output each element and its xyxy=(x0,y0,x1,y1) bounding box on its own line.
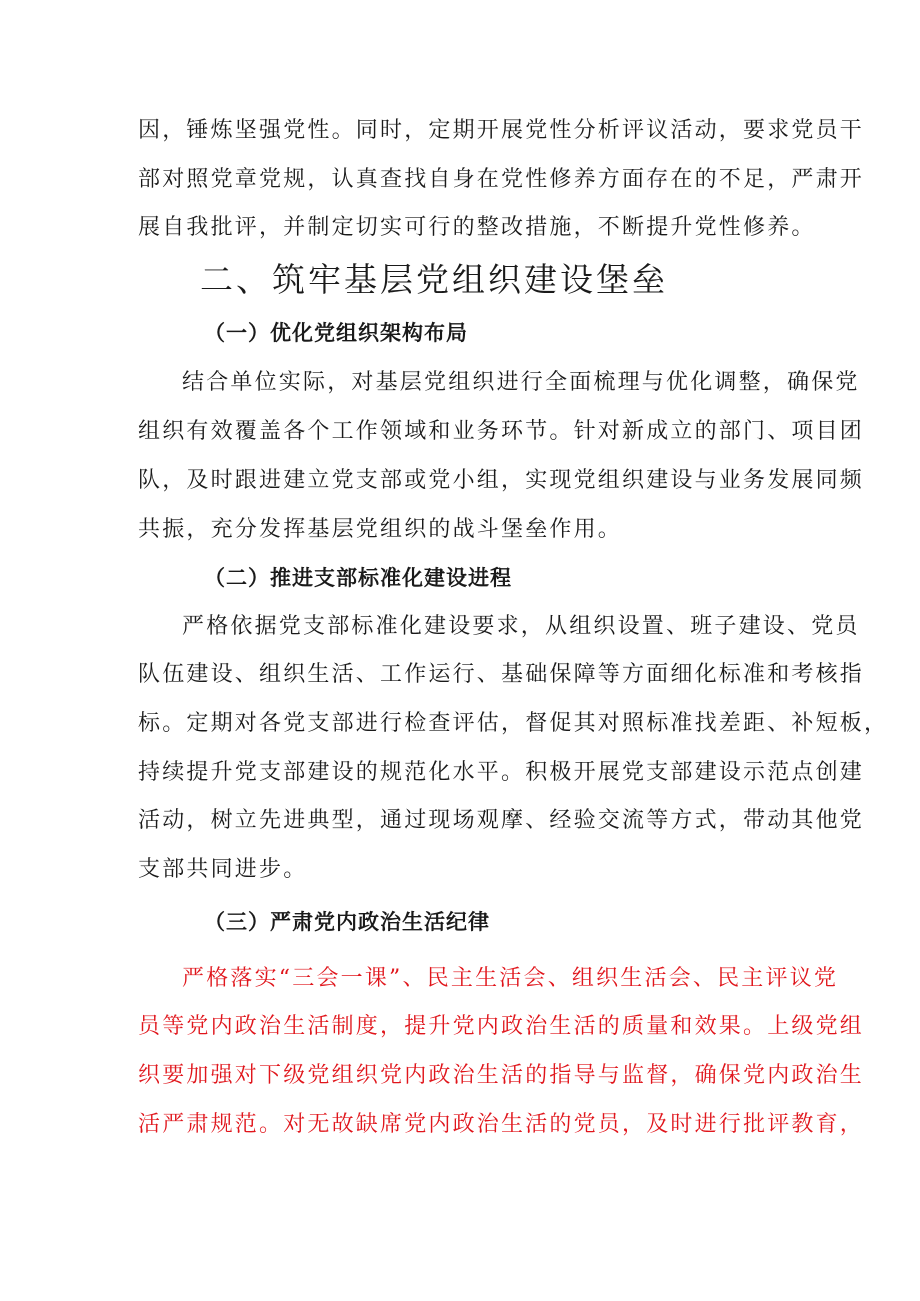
paragraph-line: 因，锤炼坚强党性。同时，定期开展党性分析评议活动，要求党员干 xyxy=(138,118,865,143)
subsection-heading: （一）优化党组织架构布局 xyxy=(204,321,468,345)
subsection-heading: （二）推进支部标准化建设进程 xyxy=(204,566,512,590)
highlighted-paragraph-line: 活严肃规范。对无故缺席党内政治生活的党员，及时进行批评教育， xyxy=(138,1112,865,1137)
paragraph-line: 共振，充分发挥基层党组织的战斗堡垒作用。 xyxy=(138,517,623,542)
paragraph-line: 队伍建设、组织生活、工作运行、基础保障等方面细化标准和考核指 xyxy=(138,662,865,687)
paragraph-line: 严格依据党支部标准化建设要求，从组织设置、班子建设、党员 xyxy=(182,614,860,639)
paragraph-line: 支部共同进步。 xyxy=(138,857,308,882)
paragraph-line: 队，及时跟进建立党支部或党小组，实现党组织建设与业务发展同频 xyxy=(138,468,865,493)
highlighted-paragraph-line: 员等党内政治生活制度，提升党内政治生活的质量和效果。上级党组 xyxy=(138,1014,865,1039)
highlighted-paragraph-line: 严格落实“三会一课”、民主生活会、组织生活会、民主评议党 xyxy=(182,966,839,991)
section-heading: 二、筑牢基层党组织建设堡垒 xyxy=(200,260,668,299)
paragraph-line: 部对照党章党规，认真查找自身在党性修养方面存在的不足，严肃开 xyxy=(138,167,865,192)
paragraph-line: 组织有效覆盖各个工作领域和业务环节。针对新成立的部门、项目团 xyxy=(138,419,865,444)
paragraph-line: 结合单位实际，对基层党组织进行全面梳理与优化调整，确保党 xyxy=(182,370,860,395)
paragraph-line: 展自我批评，并制定切实可行的整改措施，不断提升党性修养。 xyxy=(138,215,816,240)
paragraph-line: 持续提升党支部建设的规范化水平。积极开展党支部建设示范点创建 xyxy=(138,760,865,785)
paragraph-line: 标。定期对各党支部进行检查评估，督促其对照标准找差距、补短板， xyxy=(138,711,889,736)
subsection-heading: （三）严肃党内政治生活纪律 xyxy=(204,910,490,934)
highlighted-paragraph-line: 织要加强对下级党组织党内政治生活的指导与监督，确保党内政治生 xyxy=(138,1063,865,1088)
paragraph-line: 活动，树立先进典型，通过现场观摩、经验交流等方式，带动其他党 xyxy=(138,808,865,833)
